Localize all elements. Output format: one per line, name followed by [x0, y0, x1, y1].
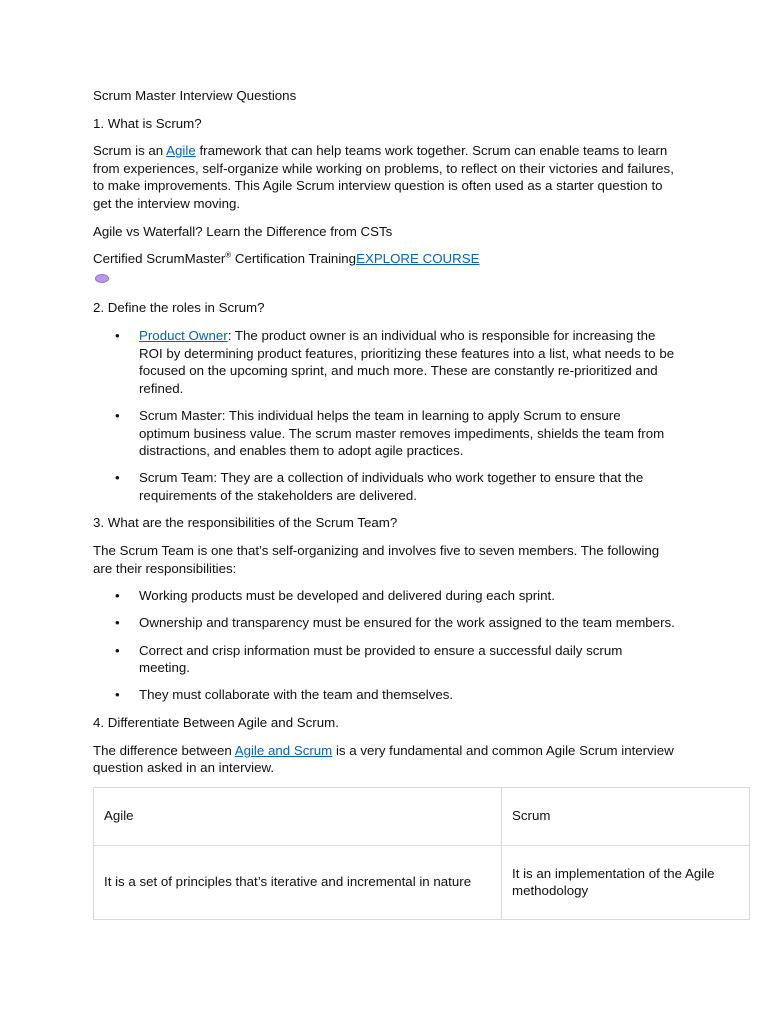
course-badge-icon	[93, 272, 675, 300]
question-1-answer	[93, 142, 675, 212]
table-header-scrum: Scrum	[502, 787, 750, 845]
agile-and-scrum-link[interactable]: Agile and Scrum	[234, 742, 333, 758]
document-title: Scrum Master Interview Questions	[93, 88, 297, 103]
answer-text: framework that can help teams work together. Scrum can enable teams to learn from experiences, self-organize while working on problems, to reflect on their victories and failures, to make improvements. This Agile Scrum interview question is often used as a starter question to get the interview moving.	[93, 143, 674, 211]
table-cell: It is an implementation of the Agile methodology	[502, 845, 750, 919]
list-item: • Working products must be developed and delivered during each sprint.	[139, 587, 675, 605]
explore-course-link[interactable]: EXPLORE COURSE	[356, 251, 480, 267]
question-3-heading: 3. What are the responsibilities of the Scrum Team?	[93, 515, 398, 531]
question-1-heading: 1. What is Scrum?	[93, 115, 202, 131]
table-row	[94, 845, 750, 919]
answer-text: The difference between	[93, 742, 235, 758]
list-item: • Scrum Team: They are a collection of individuals who work together to ensure that the requirements of the stakeholders are delivered.	[139, 469, 675, 504]
list-item	[139, 327, 675, 397]
course-name-suffix: Certification Training	[231, 251, 357, 267]
answer-text: Scrum is an	[93, 143, 167, 159]
question-2-heading: 2. Define the roles in Scrum?	[93, 300, 265, 316]
list-item-text: : The product owner is an individual who is responsible for increasing the ROI by determining product features, prioritizing these features into a list, what needs to be focused on the upcoming sprint, and much more. These are constantly re-prioritized and refined.	[139, 327, 675, 396]
roles-list	[93, 327, 675, 505]
question-4-intro	[93, 742, 675, 777]
promo-course-line	[93, 250, 675, 268]
list-item: • Scrum Master: This individual helps the team in learning to apply Scrum to ensure optimum business value. The scrum master removes impediments, shields the team from distractions, and enables them to adopt agile practices.	[139, 407, 675, 460]
promo-comparison-text: Agile vs Waterfall? Learn the Difference from CSTs	[93, 223, 393, 239]
list-item: • Ownership and transparency must be ensured for the work assigned to the team members.	[139, 614, 675, 632]
badge-graphic	[95, 274, 109, 283]
answer-text: is a very fundamental and common Agile Scrum interview question asked in an interview.	[93, 742, 674, 776]
table-header-row	[94, 787, 750, 845]
responsibilities-list	[93, 587, 675, 704]
list-item: • Correct and crisp information must be provided to ensure a successful daily scrum meeting.	[139, 642, 675, 677]
product-owner-link[interactable]: Product Owner	[139, 327, 228, 343]
table-cell: It is a set of principles that’s iterative and incremental in nature	[94, 845, 502, 919]
agile-link[interactable]: Agile	[166, 143, 196, 159]
document-body	[93, 87, 715, 920]
question-3-intro: The Scrum Team is one that’s self-organizing and involves five to seven members. The following are their responsibilities:	[93, 543, 660, 576]
list-item: • They must collaborate with the team and themselves.	[139, 686, 675, 704]
question-4-heading: 4. Differentiate Between Agile and Scrum.	[93, 715, 339, 730]
course-name: Certified ScrumMaster	[93, 251, 226, 267]
registered-mark: ®	[225, 250, 232, 260]
table-header-agile: Agile	[94, 787, 502, 845]
comparison-table	[93, 787, 750, 920]
